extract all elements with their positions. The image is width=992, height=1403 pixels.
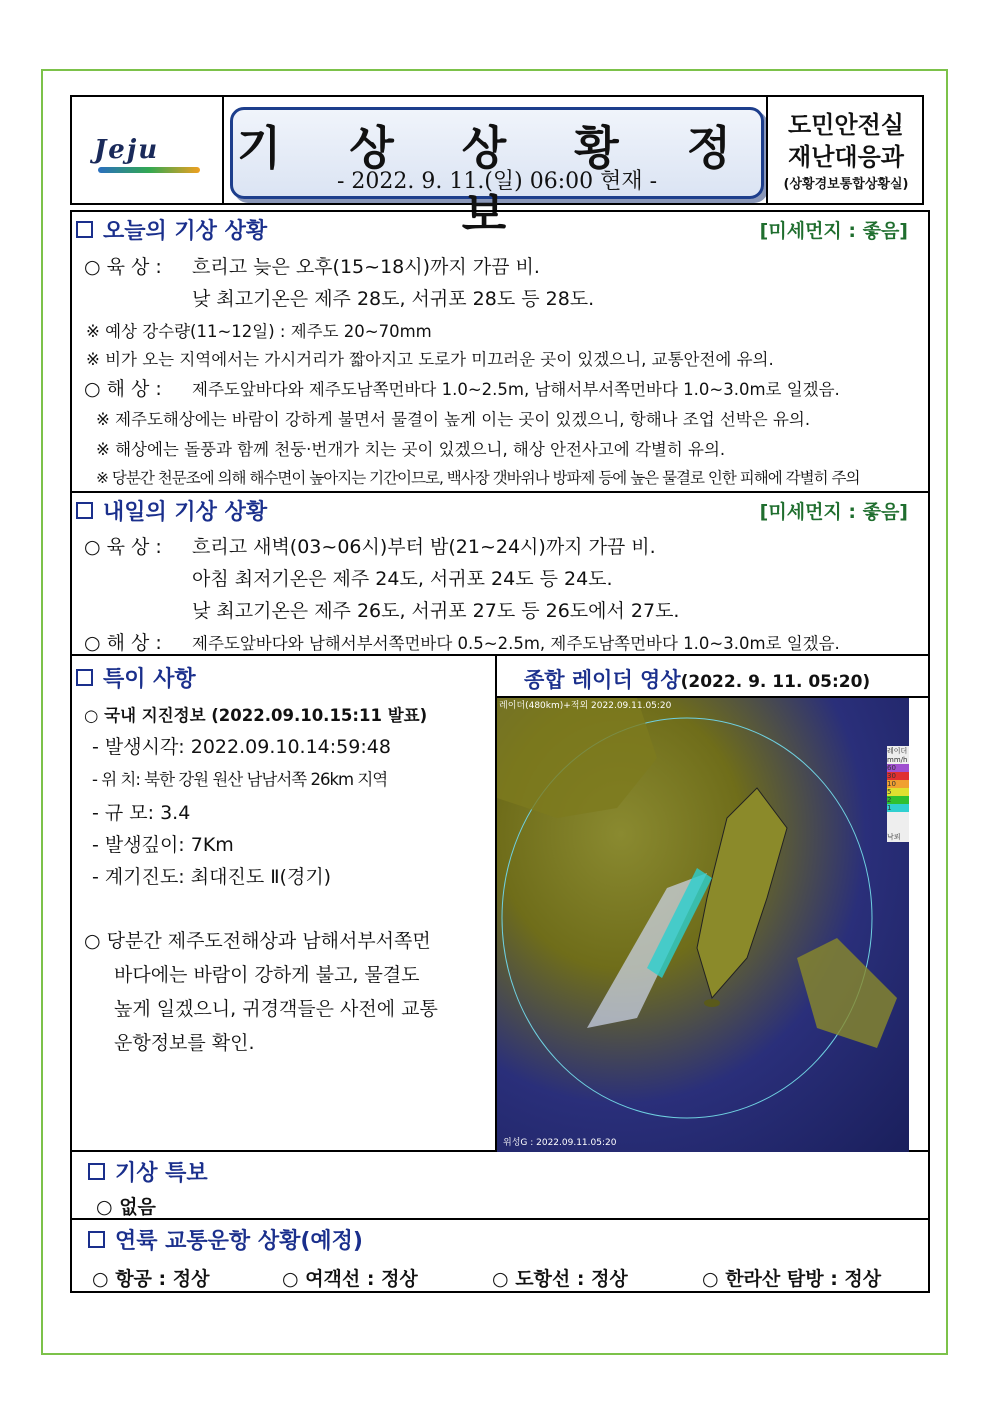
warning-section-title (88, 1156, 208, 1187)
checkbox-icon (88, 1231, 105, 1248)
advice-3: 높게 일겠으니, 귀경객들은 사전에 교통 (114, 998, 438, 1020)
today-sea-note-3: ※ 당분간 천문조에 의해 해수면이 높아지는 기간이므로, 백사장 갯바위나 방파제 등에 높은 물결로 인한 피해에 각별히 주의 (96, 469, 860, 487)
tomorrow-land-1: 흐리고 새벽(03~06시)부터 밤(21~24시)까지 가끔 비. (192, 536, 656, 558)
today-sea-note-1: ※ 제주도해상에는 바람이 강하게 불면서 물결이 높게 이는 곳이 있겠으니, 항해나 조업 선박은 유의. (96, 410, 811, 429)
legend-item: 1 (887, 804, 909, 812)
checkbox-icon (76, 221, 93, 238)
tomorrow-sea-1: 제주도앞바다와 남해서부서쪽먼바다 0.5~2.5m, 제주도남쪽먼바다 1.0~3.0m로 일겠음. (192, 634, 840, 653)
quake-intensity: - 계기진도: 최대진도 Ⅱ(경기) (92, 866, 332, 888)
japan-land-shape (797, 938, 897, 1048)
legend-item: mm/h (887, 756, 908, 764)
logo-swoosh-icon (98, 167, 200, 173)
radar-map-svg (497, 698, 909, 1152)
tomorrow-land-3: 낮 최고기온은 제주 26도, 서귀포 27도 등 26도에서 27도. (192, 600, 680, 622)
advice-2: 바다에는 바람이 강하게 불고, 물결도 (114, 964, 420, 986)
title-box (230, 107, 764, 241)
today-title-text: 오늘의 기상 상황 (103, 219, 268, 244)
warning-title-text: 기상 특보 (115, 1161, 208, 1186)
today-dust: [미세먼지 : 좋음] (759, 220, 908, 242)
today-sea-label: ○ 해 상 : (84, 378, 162, 400)
tomorrow-title-text: 내일의 기상 상황 (103, 500, 268, 525)
divider (72, 491, 928, 493)
department-line1: 도민안전실 (788, 111, 904, 139)
legend-item: 10 (887, 780, 909, 788)
divider (72, 1218, 928, 1220)
quake-time: - 발생시각: 2022.09.10.14:59:48 (92, 736, 391, 758)
quake-head: ○ 국내 지진정보 (2022.09.10.15:11 발표) (84, 706, 428, 725)
radar-image-timestamp: 위성G : 2022.09.11.05:20 (503, 1138, 617, 1148)
transport-hallasan: ○ 한라산 탐방 : 정상 (702, 1268, 882, 1290)
radar-title-text: 종합 레이더 영상 (524, 668, 681, 692)
radar-time: (2022. 9. 11. 05:20) (680, 672, 871, 692)
transport-air: ○ 항공 : 정상 (92, 1268, 210, 1290)
today-land-label: ○ 육 상 : (84, 256, 162, 278)
today-sea-1: 제주도앞바다와 제주도남쪽먼바다 1.0~2.5m, 남해서부서쪽먼바다 1.0~3.0m로 일겠음. (192, 380, 840, 399)
transport-section-title (88, 1224, 363, 1255)
radar-title (524, 664, 870, 694)
legend-item: 레이더 (887, 747, 908, 755)
advice-1: ○ 당분간 제주도전해상과 남해서부서쪽먼 (84, 930, 431, 952)
radar-image-label: 레이더(480km)+적외 2022.09.11.05:20 (499, 701, 672, 711)
quake-magnitude: - 규 모: 3.4 (92, 802, 191, 824)
department-line3: (상황경보통합상황실) (783, 177, 909, 192)
legend-item: 2 (887, 796, 909, 804)
china-land-shape (497, 698, 657, 818)
today-land-1: 흐리고 늦은 오후(15~18시)까지 가끔 비. (192, 256, 540, 278)
logo-cell (72, 97, 224, 203)
radar-image (497, 698, 909, 1152)
today-note-2: ※ 비가 오는 지역에서는 가시거리가 짧아지고 도로가 미끄러운 곳이 있겠으니, 교통안전에 유의. (86, 350, 774, 369)
checkbox-icon (76, 502, 93, 519)
legend-item: 낙뢰 (887, 833, 901, 841)
tomorrow-land-2: 아침 최저기온은 제주 24도, 서귀포 24도 등 24도. (192, 568, 613, 590)
quake-location: - 위 치: 북한 강원 원산 남남서쪽 26km 지역 (92, 770, 388, 789)
jeju-island-shape (704, 999, 720, 1007)
checkbox-icon (88, 1163, 105, 1180)
transport-ferry: ○ 여객선 : 정상 (282, 1268, 418, 1290)
tomorrow-section-title (76, 495, 267, 526)
page-title: 기 상 상 황 정 보 (236, 121, 758, 241)
jeju-logo: Jeju (94, 135, 160, 165)
divider (72, 654, 928, 656)
legend-item: 5 (887, 788, 909, 796)
tomorrow-land-label: ○ 육 상 : (84, 536, 162, 558)
transport-island-ferry: ○ 도항선 : 정상 (492, 1268, 628, 1290)
today-land-2: 낮 최고기온은 제주 28도, 서귀포 28도 등 28도. (192, 288, 595, 310)
tomorrow-sea-label: ○ 해 상 : (84, 632, 162, 654)
department-cell (766, 97, 924, 203)
korea-peninsula-shape (697, 788, 787, 998)
page-subtitle: - 2022. 9. 11.(일) 06:00 현재 - (336, 169, 658, 194)
legend-item: 30 (887, 772, 909, 780)
radar-legend (887, 746, 909, 842)
legend-item: 60 (887, 764, 909, 772)
advice-4: 운항정보를 확인. (114, 1032, 255, 1054)
tomorrow-dust: [미세먼지 : 좋음] (759, 501, 908, 523)
special-section-title (76, 662, 196, 693)
today-section-title (76, 214, 267, 245)
quake-depth: - 발생깊이: 7Km (92, 834, 234, 856)
today-note-1: ※ 예상 강수량(11~12일) : 제주도 20~70mm (86, 322, 432, 341)
special-title-text: 특이 사항 (103, 667, 196, 692)
warning-value: ○ 없음 (96, 1196, 156, 1218)
checkbox-icon (76, 669, 93, 686)
department-line2: 재난대응과 (788, 143, 904, 171)
report-table (70, 210, 930, 1293)
transport-title-text: 연륙 교통운항 상황(예정) (115, 1229, 363, 1254)
today-sea-note-2: ※ 해상에는 돌풍과 함께 천둥·번개가 치는 곳이 있겠으니, 해상 안전사고에 각별히 유의. (96, 440, 726, 459)
